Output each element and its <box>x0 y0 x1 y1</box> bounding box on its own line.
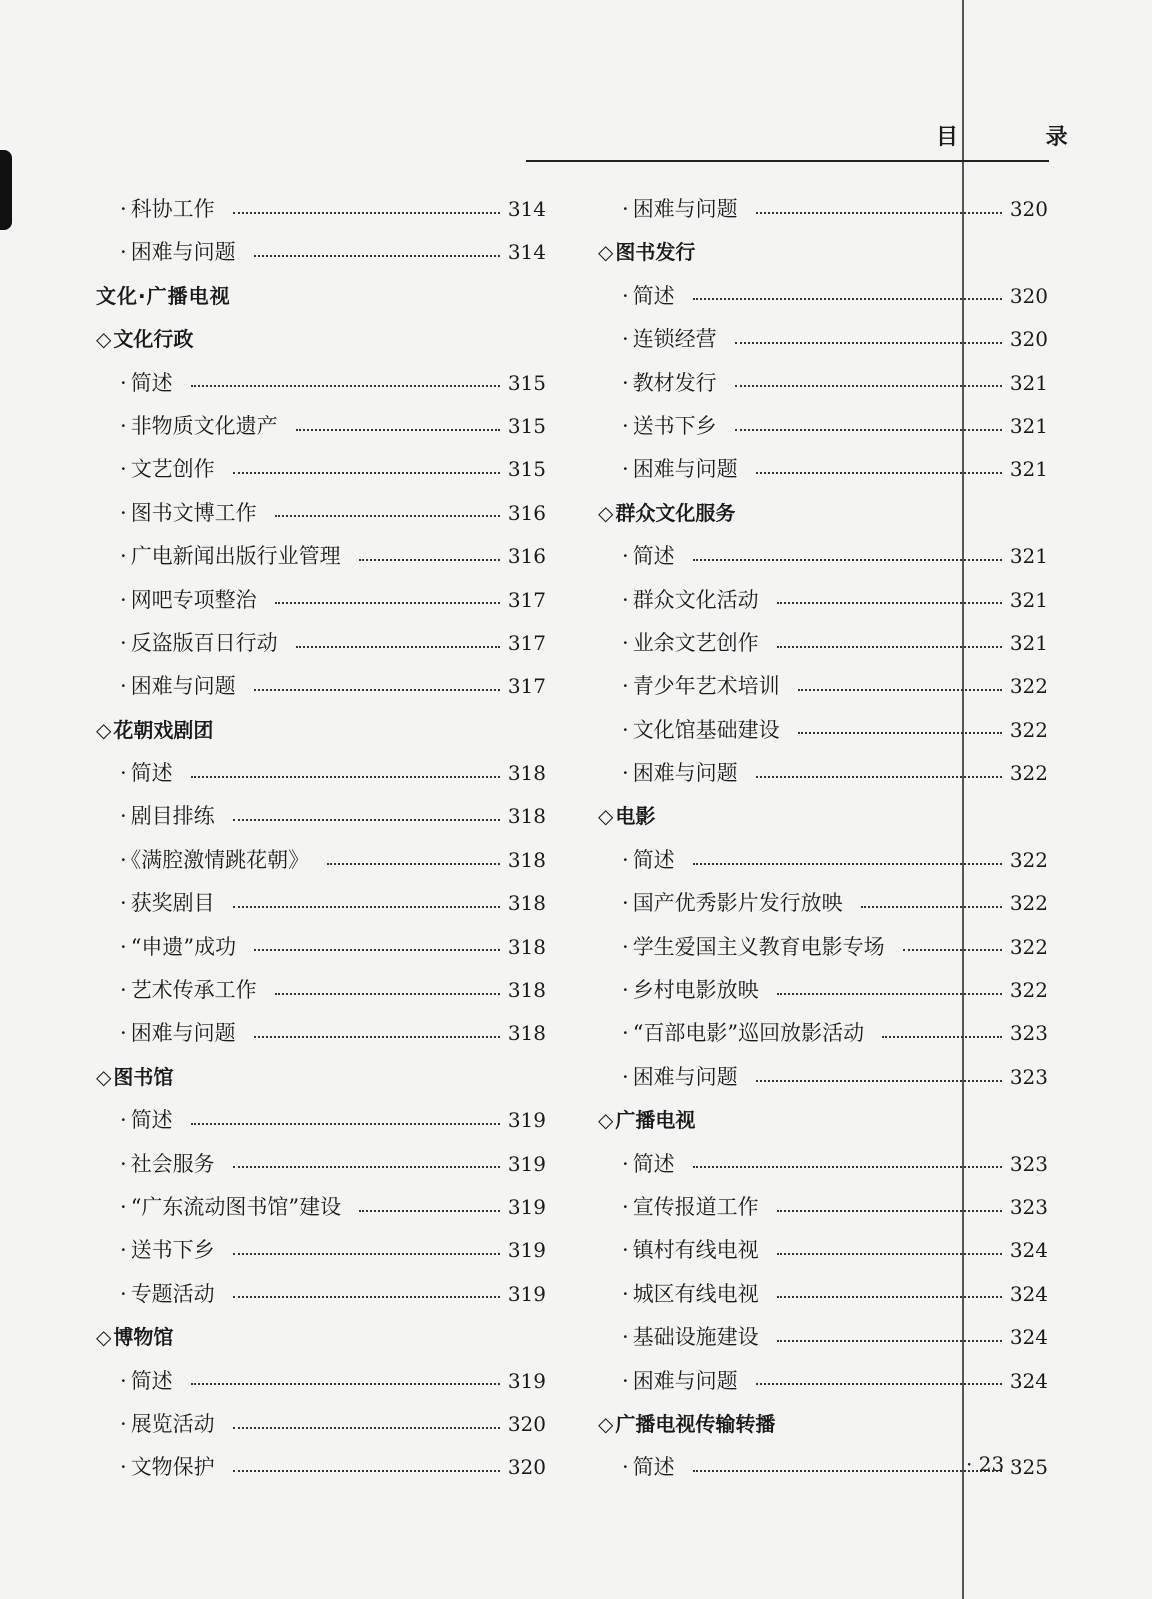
dot-leader <box>861 904 1002 908</box>
dot-leader <box>693 1164 1002 1168</box>
toc-entry-title: · 乡村电影放映 <box>598 969 759 1012</box>
toc-entry <box>96 448 546 491</box>
toc-category-heading: 文化·广播电视 <box>96 283 231 308</box>
toc-entry-title: · 群众文化活动 <box>598 579 759 622</box>
toc-entry-page: 315 <box>507 370 546 395</box>
dot-leader <box>777 1208 1002 1212</box>
dot-leader <box>233 1294 500 1298</box>
dot-leader <box>275 600 500 604</box>
toc-entry-page: 319 <box>507 1108 546 1133</box>
toc-section-heading <box>598 492 1048 535</box>
toc-entry <box>96 188 546 231</box>
dot-leader <box>735 427 1002 431</box>
toc-section-title: 图书发行 <box>615 240 696 265</box>
toc-entry-page: 319 <box>507 1368 546 1393</box>
toc-section-title: 广播电视传输转播 <box>615 1411 776 1436</box>
dot-leader <box>777 1251 1002 1255</box>
toc-entry-title: · 非物质文化遗产 <box>96 405 278 448</box>
toc-entry-title: · 困难与问题 <box>598 1056 738 1099</box>
toc-entry-title: · 文物保护 <box>96 1446 215 1489</box>
toc-entry-page: 315 <box>507 413 546 438</box>
toc-entry-title: · 文艺创作 <box>96 448 215 491</box>
toc-entry-title: · 困难与问题 <box>598 188 738 231</box>
toc-section-title: 广播电视 <box>615 1108 696 1133</box>
toc-entry <box>96 1273 546 1316</box>
toc-entry-page: 323 <box>1009 1021 1048 1046</box>
toc-entry-page: 318 <box>507 847 546 872</box>
toc-entry <box>96 839 546 882</box>
toc-entry-title: · 简述 <box>96 1099 173 1142</box>
toc-entry-page: 321 <box>1009 544 1048 569</box>
toc-entry <box>598 665 1048 708</box>
toc-entry-title: · 青少年艺术培训 <box>598 665 780 708</box>
diamond-icon: ◇ <box>96 327 112 352</box>
toc-section-title: 花朝戏剧团 <box>113 717 214 742</box>
toc-entry-page: 324 <box>1009 1325 1048 1350</box>
diamond-icon: ◇ <box>598 1411 614 1436</box>
dot-leader <box>296 427 500 431</box>
toc-entry-page: 322 <box>1009 934 1048 959</box>
toc-entry-page: 317 <box>507 587 546 612</box>
toc-entry <box>96 752 546 795</box>
toc-entry <box>96 1403 546 1446</box>
toc-entry-title: · 困难与问题 <box>96 231 236 274</box>
dot-leader <box>254 947 500 951</box>
toc-entry-page: 320 <box>1009 283 1048 308</box>
dot-leader <box>233 210 500 214</box>
toc-entry-title: · 专题活动 <box>96 1273 215 1316</box>
toc-entry <box>96 1229 546 1272</box>
toc-entry-title: · 简述 <box>96 1360 173 1403</box>
dot-leader <box>777 1294 1002 1298</box>
toc-entry-title: · 艺术传承工作 <box>96 969 257 1012</box>
toc-entry-title: · 简述 <box>598 275 675 318</box>
toc-entry <box>598 1056 1048 1099</box>
toc-entry-title: · “百部电影”巡回放影活动 <box>598 1012 864 1055</box>
diamond-icon: ◇ <box>598 804 614 829</box>
toc-entry-title: · 城区有线电视 <box>598 1273 759 1316</box>
dot-leader <box>233 1468 500 1472</box>
toc-entry-page: 319 <box>507 1151 546 1176</box>
header-rule <box>526 160 1049 162</box>
toc-entry-page: 323 <box>1009 1194 1048 1219</box>
toc-entry-page: 318 <box>507 1021 546 1046</box>
toc-entry-page: 321 <box>1009 457 1048 482</box>
dot-leader <box>233 817 500 821</box>
toc-entry <box>598 1316 1048 1359</box>
toc-entry <box>598 926 1048 969</box>
dot-leader <box>903 947 1002 951</box>
toc-entry-title: · 图书文博工作 <box>96 492 257 535</box>
toc-entry <box>96 1360 546 1403</box>
dot-leader <box>359 1208 500 1212</box>
toc-entry <box>598 839 1048 882</box>
toc-entry <box>96 579 546 622</box>
dot-leader <box>191 774 500 778</box>
toc-entry-page: 322 <box>1009 847 1048 872</box>
toc-section-title: 图书馆 <box>113 1064 174 1089</box>
toc-entry-title: · 简述 <box>598 535 675 578</box>
toc-entry-page: 320 <box>1009 327 1048 352</box>
toc-entry-title: · 送书下乡 <box>96 1229 215 1272</box>
toc-entry-title: · 获奖剧目 <box>96 882 215 925</box>
dot-leader <box>275 991 500 995</box>
toc-entry-title: · 困难与问题 <box>96 665 236 708</box>
diamond-icon: ◇ <box>96 1064 112 1089</box>
toc-entry-title: · 学生爱国主义教育电影专场 <box>598 926 885 969</box>
toc-entry-title: · 简述 <box>598 1143 675 1186</box>
toc-entry-page: 324 <box>1009 1281 1048 1306</box>
toc-entry <box>598 188 1048 231</box>
toc-entry-page: 319 <box>507 1238 546 1263</box>
toc-entry-title: · 《满腔激情跳花朝》 <box>96 839 309 882</box>
toc-entry-page: 325 <box>1009 1455 1048 1480</box>
dot-leader <box>735 340 1002 344</box>
toc-entry-page: 316 <box>507 544 546 569</box>
toc-entry-title: · 送书下乡 <box>598 405 717 448</box>
toc-entry-page: 322 <box>1009 674 1048 699</box>
toc-entry-page: 317 <box>507 674 546 699</box>
toc-entry-title: · 反盗版百日行动 <box>96 622 278 665</box>
toc-section-title: 文化行政 <box>113 327 194 352</box>
toc-entry <box>96 1446 546 1489</box>
toc-entry <box>598 882 1048 925</box>
toc-entry-title: · 困难与问题 <box>96 1012 236 1055</box>
toc-entry-page: 320 <box>507 1411 546 1436</box>
dot-leader <box>777 600 1002 604</box>
toc-entry-title: · 简述 <box>96 752 173 795</box>
toc-entry-page: 322 <box>1009 761 1048 786</box>
toc-section-title: 电影 <box>615 804 656 829</box>
toc-section-heading <box>598 231 1048 274</box>
toc-entry <box>598 275 1048 318</box>
toc-entry <box>598 969 1048 1012</box>
dot-leader <box>735 383 1002 387</box>
toc-entry-title: · 社会服务 <box>96 1143 215 1186</box>
scan-blot <box>0 150 12 230</box>
toc-entry-page: 321 <box>1009 587 1048 612</box>
toc-entry-page: 318 <box>507 891 546 916</box>
toc-entry-title: · 困难与问题 <box>598 752 738 795</box>
dot-leader <box>233 1164 500 1168</box>
dot-leader <box>359 557 500 561</box>
toc-entry <box>96 665 546 708</box>
toc-section-heading <box>96 318 546 361</box>
toc-entry-page: 322 <box>1009 891 1048 916</box>
dot-leader <box>233 1251 500 1255</box>
dot-leader <box>693 861 1002 865</box>
dot-leader <box>777 644 1002 648</box>
toc-entry <box>598 579 1048 622</box>
toc-entry <box>598 535 1048 578</box>
toc-entry <box>96 405 546 448</box>
diamond-icon: ◇ <box>598 1108 614 1133</box>
dot-leader <box>296 644 500 648</box>
diamond-icon: ◇ <box>598 240 614 265</box>
page-number: · 23 · <box>966 1452 1017 1476</box>
toc-section-heading <box>96 1316 546 1359</box>
toc-entry <box>96 1012 546 1055</box>
toc-right-column <box>598 188 1048 1490</box>
dot-leader <box>275 513 500 517</box>
toc-entry-title: · 简述 <box>96 362 173 405</box>
toc-entry-page: 316 <box>507 500 546 525</box>
toc-section-heading <box>598 795 1048 838</box>
toc-entry <box>96 362 546 405</box>
dot-leader <box>327 861 500 865</box>
toc-entry <box>96 231 546 274</box>
toc-entry-page: 324 <box>1009 1238 1048 1263</box>
dot-leader <box>798 687 1002 691</box>
dot-leader <box>756 1381 1002 1385</box>
running-head: 目 录 <box>936 125 1108 150</box>
toc-entry <box>598 709 1048 752</box>
toc-entry-title: · 教材发行 <box>598 362 717 405</box>
dot-leader <box>191 1121 500 1125</box>
toc-entry <box>598 318 1048 361</box>
dot-leader <box>882 1034 1002 1038</box>
toc-entry-title: · 广电新闻出版行业管理 <box>96 535 341 578</box>
dot-leader <box>254 687 500 691</box>
toc-entry <box>598 1273 1048 1316</box>
toc-entry-title: · “广东流动图书馆”建设 <box>96 1186 341 1229</box>
toc-entry <box>96 535 546 578</box>
toc-entry-title: · 展览活动 <box>96 1403 215 1446</box>
toc-entry-page: 317 <box>507 630 546 655</box>
dot-leader <box>756 210 1002 214</box>
dot-leader <box>756 1078 1002 1082</box>
dot-leader <box>693 557 1002 561</box>
dot-leader <box>777 1338 1002 1342</box>
toc-section-title: 群众文化服务 <box>615 500 736 525</box>
toc-entry-page: 321 <box>1009 370 1048 395</box>
toc-entry-title: · 困难与问题 <box>598 1360 738 1403</box>
toc-entry-title: · 简述 <box>598 839 675 882</box>
toc-entry-page: 322 <box>1009 717 1048 742</box>
toc-section-heading <box>598 1099 1048 1142</box>
toc-section-heading <box>96 1056 546 1099</box>
toc-entry <box>96 969 546 1012</box>
toc-entry <box>598 448 1048 491</box>
dot-leader <box>693 296 1002 300</box>
dot-leader <box>756 774 1002 778</box>
toc-entry-page: 319 <box>507 1194 546 1219</box>
toc-entry-page: 318 <box>507 934 546 959</box>
toc-entry-page: 319 <box>507 1281 546 1306</box>
toc-entry-title: · 基础设施建设 <box>598 1316 759 1359</box>
toc-entry-page: 323 <box>1009 1151 1048 1176</box>
toc-entry <box>598 1186 1048 1229</box>
toc-entry-page: 322 <box>1009 978 1048 1003</box>
toc-entry <box>598 362 1048 405</box>
toc-entry <box>598 1229 1048 1272</box>
toc-entry-title: · 文化馆基础建设 <box>598 709 780 752</box>
toc-entry <box>598 1143 1048 1186</box>
toc-entry-title: · 连锁经营 <box>598 318 717 361</box>
dot-leader <box>254 253 500 257</box>
diamond-icon: ◇ <box>96 717 112 742</box>
dot-leader <box>233 470 500 474</box>
toc-entry <box>598 1012 1048 1055</box>
toc-entry <box>96 622 546 665</box>
dot-leader <box>233 904 500 908</box>
toc-entry <box>598 405 1048 448</box>
toc-entry <box>96 492 546 535</box>
toc-entry-title: · 网吧专项整治 <box>96 579 257 622</box>
toc-entry-page: 321 <box>1009 413 1048 438</box>
toc-entry-title: · 困难与问题 <box>598 448 738 491</box>
toc-entry-page: 318 <box>507 978 546 1003</box>
diamond-icon: ◇ <box>598 500 614 525</box>
toc-entry-title: · “申遗”成功 <box>96 926 236 969</box>
toc-entry-page: 315 <box>507 457 546 482</box>
toc-entry <box>96 926 546 969</box>
toc-section-title: 博物馆 <box>113 1325 174 1350</box>
dot-leader <box>254 1034 500 1038</box>
toc-entry-title: · 镇村有线电视 <box>598 1229 759 1272</box>
dot-leader <box>798 730 1002 734</box>
toc-entry-page: 314 <box>507 240 546 265</box>
diamond-icon: ◇ <box>96 1325 112 1350</box>
toc-entry-title: · 国产优秀影片发行放映 <box>598 882 843 925</box>
toc-entry-page: 320 <box>507 1455 546 1480</box>
toc-entry-page: 321 <box>1009 630 1048 655</box>
toc-entry-title: · 简述 <box>598 1446 675 1489</box>
toc-entry-page: 323 <box>1009 1064 1048 1089</box>
dot-leader <box>191 383 500 387</box>
toc-entry <box>96 795 546 838</box>
toc-entry-page: 314 <box>507 197 546 221</box>
toc-entry <box>598 622 1048 665</box>
toc-section-heading <box>96 709 546 752</box>
toc-entry <box>96 1143 546 1186</box>
toc-entry-title: · 宣传报道工作 <box>598 1186 759 1229</box>
dot-leader <box>191 1381 500 1385</box>
toc-entry-page: 318 <box>507 804 546 829</box>
toc-entry-page: 320 <box>1009 197 1048 221</box>
dot-leader <box>693 1468 1002 1472</box>
dot-leader <box>777 991 1002 995</box>
toc-entry-title: · 业余文艺创作 <box>598 622 759 665</box>
toc-entry <box>96 1099 546 1142</box>
toc-entry <box>96 1186 546 1229</box>
toc-entry-title: · 剧目排练 <box>96 795 215 838</box>
toc-entry <box>598 752 1048 795</box>
toc-section-heading <box>598 1403 1048 1446</box>
toc-entry-page: 318 <box>507 761 546 786</box>
toc-entry-page: 324 <box>1009 1368 1048 1393</box>
toc-entry <box>598 1360 1048 1403</box>
toc-entry-title: · 科协工作 <box>96 188 215 231</box>
dot-leader <box>756 470 1002 474</box>
toc-left-column <box>96 188 546 1490</box>
dot-leader <box>233 1425 500 1429</box>
toc-entry <box>96 882 546 925</box>
